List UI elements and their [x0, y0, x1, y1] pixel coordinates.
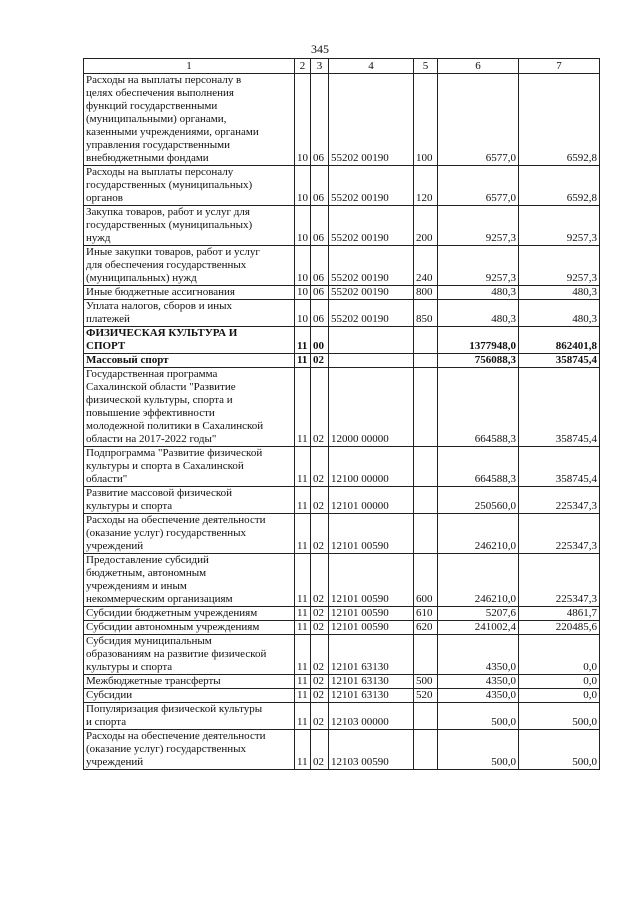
row-target-article-cell: 12000 00000	[329, 368, 414, 447]
row-subsection-cell: 06	[311, 166, 329, 206]
row-amount-col7-cell: 6592,8	[519, 166, 600, 206]
row-target-article-cell: 12101 00590	[329, 514, 414, 554]
row-amount-col6-cell: 1377948,0	[438, 327, 519, 354]
row-section-cell: 11	[295, 447, 311, 487]
table-row	[84, 354, 600, 368]
table-row	[84, 607, 600, 621]
row-name-cell: Субсидии	[84, 689, 295, 703]
row-section-cell: 11	[295, 327, 311, 354]
row-section-cell: 11	[295, 621, 311, 635]
table-row	[84, 246, 600, 286]
row-section-cell: 11	[295, 635, 311, 675]
row-target-article-cell: 12103 00590	[329, 730, 414, 770]
row-amount-col7-cell: 225347,3	[519, 487, 600, 514]
row-target-article-cell: 12101 00590	[329, 621, 414, 635]
table-row	[84, 327, 600, 354]
row-name-cell: Массовый спорт	[84, 354, 295, 368]
row-expense-type-cell	[414, 730, 438, 770]
table-row	[84, 554, 600, 607]
row-subsection-cell: 02	[311, 447, 329, 487]
row-expense-type-cell	[414, 368, 438, 447]
row-name-cell: Развитие массовой физической культуры и спорта	[84, 487, 295, 514]
row-name-cell: Расходы на выплаты персоналу в целях обеспечения выполнения функций государственными (муниципальными) органами, казенными учреждениями, органами управления государственными внебюджетными фондами	[84, 74, 295, 166]
row-expense-type-cell: 100	[414, 74, 438, 166]
row-expense-type-cell: 620	[414, 621, 438, 635]
row-amount-col7-cell: 500,0	[519, 730, 600, 770]
row-section-cell: 11	[295, 675, 311, 689]
row-expense-type-cell	[414, 487, 438, 514]
row-amount-col6-cell: 664588,3	[438, 447, 519, 487]
row-expense-type-cell: 200	[414, 206, 438, 246]
table-row	[84, 74, 600, 166]
column-header: 4	[329, 59, 414, 74]
row-subsection-cell: 02	[311, 675, 329, 689]
row-section-cell: 11	[295, 487, 311, 514]
row-amount-col6-cell: 6577,0	[438, 166, 519, 206]
row-subsection-cell: 00	[311, 327, 329, 354]
row-expense-type-cell: 800	[414, 286, 438, 300]
row-expense-type-cell	[414, 514, 438, 554]
row-section-cell: 11	[295, 703, 311, 730]
table-row	[84, 286, 600, 300]
row-name-cell: Субсидия муниципальным образованиям на развитие физической культуры и спорта	[84, 635, 295, 675]
row-section-cell: 11	[295, 514, 311, 554]
column-header: 7	[519, 59, 600, 74]
table-row	[84, 621, 600, 635]
row-amount-col7-cell: 0,0	[519, 689, 600, 703]
row-expense-type-cell: 520	[414, 689, 438, 703]
row-section-cell: 10	[295, 286, 311, 300]
row-subsection-cell: 02	[311, 621, 329, 635]
row-section-cell: 11	[295, 354, 311, 368]
row-name-cell: Субсидии бюджетным учреждениям	[84, 607, 295, 621]
table-row	[84, 514, 600, 554]
table-row	[84, 635, 600, 675]
row-subsection-cell: 06	[311, 206, 329, 246]
row-expense-type-cell	[414, 635, 438, 675]
table-row	[84, 300, 600, 327]
row-name-cell: ФИЗИЧЕСКАЯ КУЛЬТУРА И СПОРТ	[84, 327, 295, 354]
row-expense-type-cell	[414, 447, 438, 487]
row-subsection-cell: 06	[311, 246, 329, 286]
column-header: 1	[84, 59, 295, 74]
row-amount-col6-cell: 5207,6	[438, 607, 519, 621]
column-header: 5	[414, 59, 438, 74]
row-section-cell: 10	[295, 166, 311, 206]
row-name-cell: Расходы на обеспечение деятельности (оказание услуг) государственных учреждений	[84, 514, 295, 554]
row-name-cell: Субсидии автономным учреждениям	[84, 621, 295, 635]
row-target-article-cell: 55202 00190	[329, 206, 414, 246]
row-subsection-cell: 02	[311, 487, 329, 514]
table-row	[84, 206, 600, 246]
row-section-cell: 10	[295, 246, 311, 286]
column-header: 6	[438, 59, 519, 74]
row-section-cell: 10	[295, 300, 311, 327]
row-name-cell: Иные бюджетные ассигнования	[84, 286, 295, 300]
row-subsection-cell: 02	[311, 354, 329, 368]
row-expense-type-cell: 120	[414, 166, 438, 206]
row-amount-col6-cell: 480,3	[438, 286, 519, 300]
row-section-cell: 10	[295, 74, 311, 166]
page-number: 345	[311, 42, 329, 56]
row-target-article-cell: 55202 00190	[329, 74, 414, 166]
row-name-cell: Иные закупки товаров, работ и услуг для обеспечения государственных (муниципальных) нужд	[84, 246, 295, 286]
table-row	[84, 487, 600, 514]
row-subsection-cell: 02	[311, 554, 329, 607]
row-subsection-cell: 02	[311, 689, 329, 703]
row-target-article-cell: 55202 00190	[329, 300, 414, 327]
row-expense-type-cell	[414, 354, 438, 368]
row-expense-type-cell	[414, 327, 438, 354]
row-amount-col7-cell: 225347,3	[519, 554, 600, 607]
row-amount-col7-cell: 225347,3	[519, 514, 600, 554]
table-row	[84, 447, 600, 487]
row-subsection-cell: 02	[311, 368, 329, 447]
row-amount-col7-cell: 358745,4	[519, 354, 600, 368]
row-amount-col6-cell: 246210,0	[438, 554, 519, 607]
row-expense-type-cell: 500	[414, 675, 438, 689]
column-number-row	[84, 59, 600, 74]
row-target-article-cell: 12101 63130	[329, 635, 414, 675]
row-expense-type-cell: 240	[414, 246, 438, 286]
row-target-article-cell	[329, 327, 414, 354]
row-amount-col7-cell: 220485,6	[519, 621, 600, 635]
row-name-cell: Уплата налогов, сборов и иных платежей	[84, 300, 295, 327]
row-amount-col7-cell: 6592,8	[519, 74, 600, 166]
row-amount-col6-cell: 9257,3	[438, 246, 519, 286]
row-section-cell: 11	[295, 368, 311, 447]
row-target-article-cell: 55202 00190	[329, 246, 414, 286]
row-amount-col7-cell: 9257,3	[519, 206, 600, 246]
row-target-article-cell: 12101 00590	[329, 554, 414, 607]
row-section-cell: 10	[295, 206, 311, 246]
row-name-cell: Закупка товаров, работ и услуг для государственных (муниципальных) нужд	[84, 206, 295, 246]
row-amount-col7-cell: 358745,4	[519, 447, 600, 487]
row-name-cell: Популяризация физической культуры и спорта	[84, 703, 295, 730]
row-target-article-cell: 12101 63130	[329, 675, 414, 689]
row-section-cell: 11	[295, 730, 311, 770]
row-subsection-cell: 02	[311, 635, 329, 675]
budget-table	[83, 58, 600, 770]
row-name-cell: Государственная программа Сахалинской области "Развитие физической культуры, спорта и повышение эффективности молодежной политики в Сахалинской области на 2017-2022 годы"	[84, 368, 295, 447]
row-subsection-cell: 06	[311, 74, 329, 166]
row-subsection-cell: 02	[311, 514, 329, 554]
row-target-article-cell: 12100 00000	[329, 447, 414, 487]
row-amount-col6-cell: 4350,0	[438, 689, 519, 703]
row-name-cell: Расходы на обеспечение деятельности (оказание услуг) государственных учреждений	[84, 730, 295, 770]
table-row	[84, 689, 600, 703]
row-target-article-cell: 12101 00590	[329, 607, 414, 621]
row-name-cell: Межбюджетные трансферты	[84, 675, 295, 689]
table-row	[84, 166, 600, 206]
row-subsection-cell: 02	[311, 703, 329, 730]
column-header: 3	[311, 59, 329, 74]
row-amount-col6-cell: 250560,0	[438, 487, 519, 514]
table-row	[84, 675, 600, 689]
row-section-cell: 11	[295, 554, 311, 607]
row-amount-col7-cell: 0,0	[519, 675, 600, 689]
row-target-article-cell: 55202 00190	[329, 166, 414, 206]
row-amount-col7-cell: 4861,7	[519, 607, 600, 621]
table-row	[84, 368, 600, 447]
row-expense-type-cell: 850	[414, 300, 438, 327]
row-section-cell: 11	[295, 607, 311, 621]
row-expense-type-cell: 610	[414, 607, 438, 621]
row-amount-col6-cell: 664588,3	[438, 368, 519, 447]
table-row	[84, 730, 600, 770]
row-subsection-cell: 06	[311, 300, 329, 327]
row-expense-type-cell	[414, 703, 438, 730]
row-amount-col6-cell: 9257,3	[438, 206, 519, 246]
row-amount-col6-cell: 4350,0	[438, 635, 519, 675]
row-amount-col6-cell: 241002,4	[438, 621, 519, 635]
row-amount-col7-cell: 358745,4	[519, 368, 600, 447]
row-amount-col7-cell: 480,3	[519, 286, 600, 300]
row-amount-col7-cell: 480,3	[519, 300, 600, 327]
row-target-article-cell: 12101 00000	[329, 487, 414, 514]
row-amount-col6-cell: 6577,0	[438, 74, 519, 166]
row-name-cell: Предоставление субсидий бюджетным, автономным учреждениям и иным некоммерческим организациям	[84, 554, 295, 607]
column-header: 2	[295, 59, 311, 74]
row-section-cell: 11	[295, 689, 311, 703]
row-amount-col6-cell: 4350,0	[438, 675, 519, 689]
row-amount-col7-cell: 862401,8	[519, 327, 600, 354]
row-amount-col7-cell: 500,0	[519, 703, 600, 730]
row-name-cell: Подпрограмма "Развитие физической культуры и спорта в Сахалинской области"	[84, 447, 295, 487]
row-amount-col6-cell: 246210,0	[438, 514, 519, 554]
row-target-article-cell: 12103 00000	[329, 703, 414, 730]
row-amount-col7-cell: 9257,3	[519, 246, 600, 286]
row-subsection-cell: 02	[311, 730, 329, 770]
row-amount-col6-cell: 500,0	[438, 703, 519, 730]
row-expense-type-cell: 600	[414, 554, 438, 607]
row-name-cell: Расходы на выплаты персоналу государственных (муниципальных) органов	[84, 166, 295, 206]
table-row	[84, 703, 600, 730]
row-amount-col6-cell: 756088,3	[438, 354, 519, 368]
row-subsection-cell: 02	[311, 607, 329, 621]
row-target-article-cell: 12101 63130	[329, 689, 414, 703]
row-amount-col7-cell: 0,0	[519, 635, 600, 675]
row-amount-col6-cell: 480,3	[438, 300, 519, 327]
row-subsection-cell: 06	[311, 286, 329, 300]
row-target-article-cell	[329, 354, 414, 368]
row-target-article-cell: 55202 00190	[329, 286, 414, 300]
row-amount-col6-cell: 500,0	[438, 730, 519, 770]
